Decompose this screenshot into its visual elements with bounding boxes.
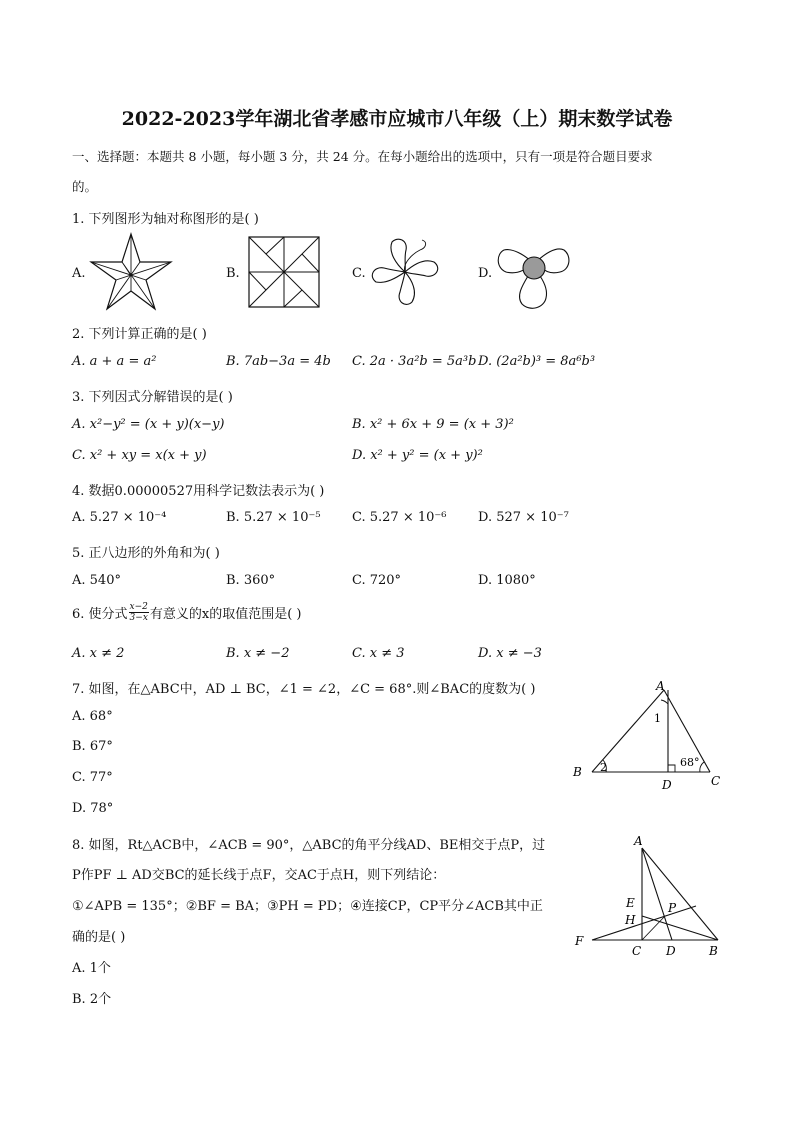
q7-label-angle1: 1 — [654, 712, 661, 725]
q4-option-c: C. 5.27 × 10⁻⁶ — [352, 510, 447, 525]
q6-stem-post: 有意义的x的取值范围是( ) — [149, 607, 302, 622]
q7-option-b: B. 67° — [72, 739, 113, 754]
q8-label-e: E — [626, 896, 635, 910]
q8-label-p: P — [668, 901, 677, 915]
q6-option-d: D. x ≠ −3 — [478, 646, 542, 661]
q8-label-d: D — [666, 944, 676, 958]
section-header-line2: 的。 — [72, 179, 98, 194]
q8-label-c: C — [632, 944, 642, 958]
q4-option-a: A. 5.27 × 10⁻⁴ — [72, 510, 167, 525]
q1-option-d: D. — [478, 266, 493, 281]
q7-triangle-figure — [568, 676, 728, 796]
question-8-line1: 8. 如图，Rt△ACB中，∠ACB = 90°，△ABC的角平分线AD、BE相交于点P，过 — [72, 838, 546, 853]
q3-option-a: A. x²−y² = (x + y)(x−y) — [72, 417, 225, 432]
q7-label-a: A — [656, 679, 665, 693]
q3-option-c: C. x² + xy = x(x + y) — [72, 448, 207, 463]
q3-option-d: D. x² + y² = (x + y)² — [352, 448, 483, 463]
q8-label-h: H — [625, 913, 636, 927]
q6-frac-denominator: 3−x — [129, 613, 148, 623]
question-1-stem: 1. 下列图形为轴对称图形的是( ) — [72, 212, 259, 227]
q5-option-c: C. 720° — [352, 573, 402, 588]
question-8-line2: P作PF ⊥ AD交BC的延长线于点F，交AC于点H，则下列结论： — [72, 868, 446, 883]
q1-option-a: A. — [72, 266, 86, 281]
section-header-line1: 一、选择题：本题共 8 小题，每小题 3 分，共 24 分。在每小题给出的选项中，只有一项是符合题目要求 — [72, 149, 653, 164]
q7-label-angle-68: 68° — [680, 756, 700, 769]
q7-label-angle2: 2 — [600, 761, 607, 774]
q2-option-d: D. (2a²b)³ = 8a⁶b³ — [478, 354, 596, 369]
q6-frac-numerator: x−2 — [129, 602, 148, 612]
question-8-line4: 确的是( ) — [72, 930, 126, 945]
q5-option-a: A. 540° — [72, 573, 121, 588]
q8-label-a: A — [634, 834, 643, 848]
question-4-stem: 4. 数据0.00000527用科学记数法表示为( ) — [72, 484, 325, 499]
pinwheel-icon — [248, 236, 320, 308]
q8-label-b: B — [709, 944, 718, 958]
five-pointed-star-icon — [88, 232, 174, 312]
q2-option-c: C. 2a · 3a²b = 5a³b — [352, 354, 477, 369]
q1-option-c: C. — [352, 266, 366, 281]
q5-option-d: D. 1080° — [478, 573, 536, 588]
q2-option-b: B. 7ab−3a = 4b — [226, 354, 331, 369]
question-8-line3: ①∠APB = 135°；②BF = BA；③PH = PD；④连接CP，CP平分∠ACB其中正 — [72, 899, 543, 914]
page-title: 2022-2023学年湖北省孝感市应城市八年级（上）期末数学试卷 — [121, 108, 673, 130]
q7-option-d: D. 78° — [72, 801, 114, 816]
q8-option-b: B. 2个 — [72, 992, 112, 1007]
three-petal-fan-icon — [494, 234, 574, 312]
q6-stem-pre: 6. 使分式 — [72, 607, 128, 622]
q7-label-d: D — [662, 778, 672, 792]
q7-label-b: B — [573, 765, 582, 779]
q4-option-b: B. 5.27 × 10⁻⁵ — [226, 510, 321, 525]
q8-triangle-figure — [570, 830, 730, 964]
q3-option-b: B. x² + 6x + 9 = (x + 3)² — [352, 417, 514, 432]
question-2-stem: 2. 下列计算正确的是( ) — [72, 327, 207, 342]
q6-option-a: A. x ≠ 2 — [72, 646, 125, 661]
question-3-stem: 3. 下列因式分解错误的是( ) — [72, 390, 233, 405]
q7-option-c: C. 77° — [72, 770, 113, 785]
q4-option-d: D. 527 × 10⁻⁷ — [478, 510, 569, 525]
q6-fraction — [129, 602, 149, 623]
q2-option-a: A. a + a = a² — [72, 354, 157, 369]
q6-option-b: B. x ≠ −2 — [226, 646, 290, 661]
q8-label-f: F — [575, 934, 584, 948]
q5-option-b: B. 360° — [226, 573, 276, 588]
question-6-stem — [72, 602, 302, 623]
q7-label-c: C — [711, 774, 721, 788]
q7-option-a: A. 68° — [72, 709, 113, 724]
flower-swirl-icon — [366, 236, 444, 308]
q8-option-a: A. 1个 — [72, 961, 111, 976]
question-5-stem: 5. 正八边形的外角和为( ) — [72, 546, 220, 561]
question-7-stem: 7. 如图，在△ABC中，AD ⊥ BC，∠1 = ∠2，∠C = 68°.则∠BAC的度数为( ) — [72, 682, 536, 697]
q1-option-b: B. — [226, 266, 240, 281]
q6-option-c: C. x ≠ 3 — [352, 646, 405, 661]
